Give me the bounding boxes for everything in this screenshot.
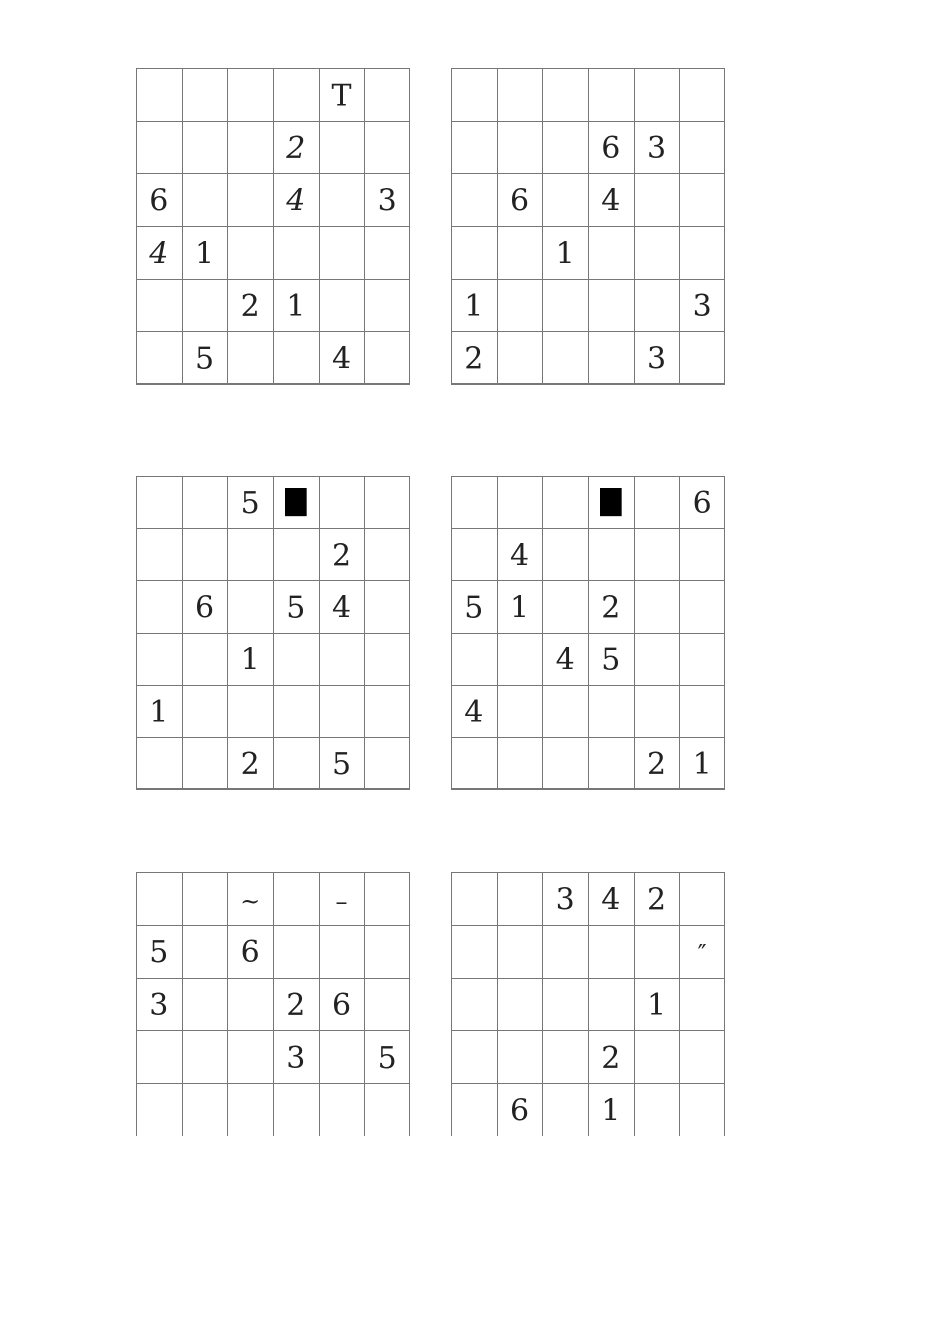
cell-digit: 1 bbox=[464, 289, 484, 324]
grid-canvas bbox=[136, 68, 410, 384]
sudoku-grid-1 bbox=[136, 68, 410, 384]
sudoku-grid-5 bbox=[136, 872, 410, 1136]
cell-digit: 6 bbox=[509, 1093, 530, 1129]
cell-digit: 1 bbox=[692, 746, 712, 782]
cell-digit: 5 bbox=[464, 590, 484, 626]
cell-digit: 5 bbox=[286, 590, 306, 626]
cell-digit: 2 bbox=[464, 341, 484, 377]
cell-digit: 2 bbox=[601, 1040, 621, 1076]
cell-digit: 4 bbox=[601, 183, 621, 219]
cell-digit: 3 bbox=[555, 882, 575, 918]
cell-digit: 5 bbox=[377, 1040, 397, 1076]
cell-digit: 4 bbox=[601, 882, 621, 918]
grid-canvas bbox=[451, 476, 725, 789]
cell-digit: 1 bbox=[149, 694, 169, 730]
cell-digit: 6 bbox=[240, 935, 260, 971]
cell-digit: ″ bbox=[697, 940, 707, 969]
cell-digit: 5 bbox=[194, 341, 215, 377]
shaded-cell bbox=[285, 488, 307, 516]
cell-digit: 3 bbox=[646, 131, 667, 166]
cell-digit: 6 bbox=[149, 183, 169, 219]
cell-digit: 6 bbox=[331, 988, 352, 1023]
cell-digit: 2 bbox=[601, 590, 621, 626]
cell-digit: 1 bbox=[509, 590, 530, 626]
sudoku-grid-3 bbox=[136, 476, 410, 789]
cell-digit: T bbox=[331, 78, 352, 114]
cell-digit: 3 bbox=[646, 341, 667, 377]
sudoku-grid-2 bbox=[451, 68, 725, 384]
cell-digit: 3 bbox=[377, 183, 397, 219]
cell-digit: 4 bbox=[331, 590, 352, 626]
cell-digit: 2 bbox=[286, 131, 306, 166]
cell-digit: 2 bbox=[240, 289, 260, 324]
cell-digit: 5 bbox=[601, 642, 621, 678]
cell-digit: 4 bbox=[555, 642, 575, 678]
cell-digit: 1 bbox=[240, 642, 260, 678]
shaded-cell bbox=[600, 488, 622, 516]
cell-digit: 2 bbox=[331, 538, 352, 574]
cell-digit: 3 bbox=[286, 1040, 306, 1076]
cell-digit: 6 bbox=[692, 486, 712, 522]
cell-digit: 2 bbox=[646, 882, 667, 918]
sudoku-grid-4 bbox=[451, 476, 725, 789]
cell-digit: 2 bbox=[240, 746, 260, 782]
cell-digit: 5 bbox=[240, 486, 260, 522]
grid-canvas bbox=[451, 68, 725, 384]
grid-canvas bbox=[451, 872, 725, 1136]
cell-digit: 1 bbox=[646, 988, 667, 1023]
cell-digit: 4 bbox=[331, 341, 352, 377]
cell-digit: 4 bbox=[464, 694, 484, 730]
cell-digit: 4 bbox=[149, 236, 169, 272]
cell-digit: ~ bbox=[240, 887, 261, 916]
sudoku-grid-6 bbox=[451, 872, 725, 1136]
cell-digit: 6 bbox=[601, 131, 621, 166]
cell-digit: 2 bbox=[286, 988, 306, 1023]
cell-digit: 4 bbox=[509, 538, 530, 574]
cell-digit: 6 bbox=[509, 183, 530, 219]
cell-digit: – bbox=[335, 887, 348, 916]
cell-digit: 5 bbox=[149, 935, 169, 971]
cell-digit: 1 bbox=[194, 236, 215, 272]
cell-digit: 2 bbox=[646, 746, 667, 782]
cell-digit: 6 bbox=[194, 590, 215, 626]
grid-canvas bbox=[136, 872, 410, 1136]
cell-digit: 3 bbox=[149, 988, 169, 1023]
cell-digit: 1 bbox=[555, 236, 575, 272]
cell-digit: 3 bbox=[692, 289, 712, 324]
cell-digit: 1 bbox=[601, 1093, 621, 1129]
cell-digit: 4 bbox=[286, 183, 306, 219]
cell-digit: 1 bbox=[286, 289, 306, 324]
cell-digit: 5 bbox=[331, 746, 352, 782]
grid-canvas bbox=[136, 476, 410, 789]
